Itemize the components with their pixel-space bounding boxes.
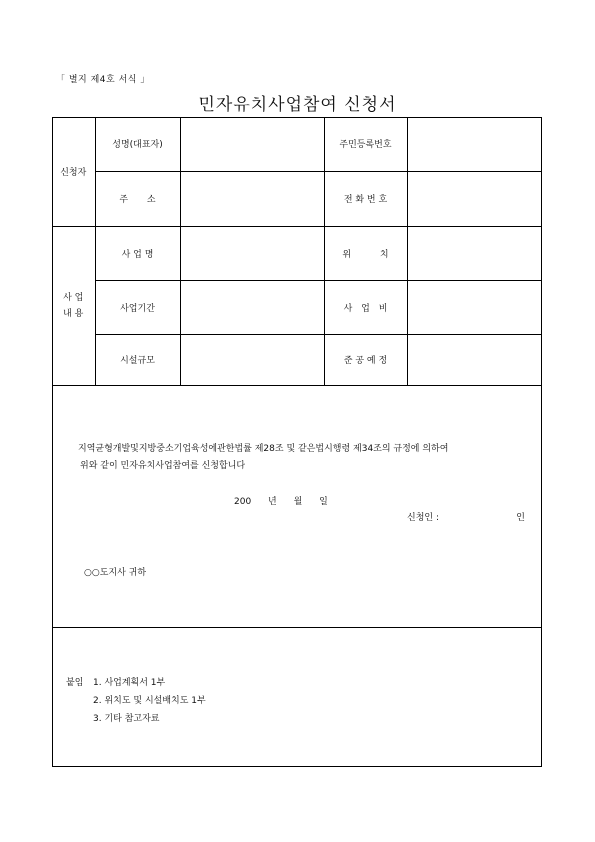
project-section-label bbox=[52, 226, 95, 385]
facility-scale-row bbox=[52, 334, 542, 385]
business-name-field[interactable] bbox=[180, 226, 324, 280]
resident-id-label: 주민등록번호 bbox=[324, 117, 407, 171]
location-field[interactable] bbox=[407, 226, 542, 280]
period-label: 사업기간 bbox=[95, 280, 180, 334]
address-label: 주 소 bbox=[95, 171, 180, 226]
addressee: ○○도지사 귀하 bbox=[84, 568, 147, 578]
applicant-address-row bbox=[52, 171, 542, 226]
business-name-row bbox=[52, 226, 542, 280]
location-label: 위 치 bbox=[324, 226, 407, 280]
applicant-signature-label: 신청인 : bbox=[407, 513, 439, 523]
business-name-label: 사 업 명 bbox=[95, 226, 180, 280]
address-field[interactable] bbox=[180, 171, 324, 226]
scale-field[interactable] bbox=[180, 334, 324, 385]
application-date[interactable]: 200 년 월 일 bbox=[234, 497, 328, 507]
business-period-row bbox=[52, 280, 542, 334]
phone-field[interactable] bbox=[407, 171, 542, 226]
applicant-name-row bbox=[52, 117, 542, 171]
completion-field[interactable] bbox=[407, 334, 542, 385]
name-label: 성명(대표자) bbox=[95, 117, 180, 171]
attachments-title: 붙임 bbox=[66, 678, 84, 688]
seal-mark: 인 bbox=[516, 513, 525, 523]
applicant-section-label: 신청자 bbox=[52, 117, 95, 226]
resident-id-field[interactable] bbox=[407, 117, 542, 171]
statement-line-2: 위와 같이 민자유치사업참여를 신청합니다 bbox=[80, 461, 246, 471]
form-title: 민자유치사업참여 신청서 bbox=[198, 95, 397, 115]
cost-label: 사 업 비 bbox=[324, 280, 407, 334]
statement-line-1: 지역균형개발및지방중소기업육성에관한법률 제28조 및 같은법시행령 제34조의 규정에 의하여 bbox=[78, 444, 449, 454]
attachment-item: 2. 위치도 및 시설배치도 1부 bbox=[93, 696, 206, 706]
form-number-label: 「 별지 제4호 서식 」 bbox=[56, 75, 150, 85]
project-section-line1: 사 업 bbox=[63, 292, 84, 303]
name-field[interactable] bbox=[180, 117, 324, 171]
project-section-line2: 내 용 bbox=[63, 308, 84, 319]
application-table bbox=[52, 117, 542, 386]
completion-label: 준 공 예 정 bbox=[324, 334, 407, 385]
scale-label: 시설규모 bbox=[95, 334, 180, 385]
attachment-item: 3. 기타 참고자료 bbox=[93, 714, 160, 724]
phone-label: 전 화 번 호 bbox=[324, 171, 407, 226]
period-field[interactable] bbox=[180, 280, 324, 334]
cost-field[interactable] bbox=[407, 280, 542, 334]
statement-section bbox=[52, 385, 542, 628]
attachment-item: 1. 사업계획서 1부 bbox=[93, 678, 166, 688]
